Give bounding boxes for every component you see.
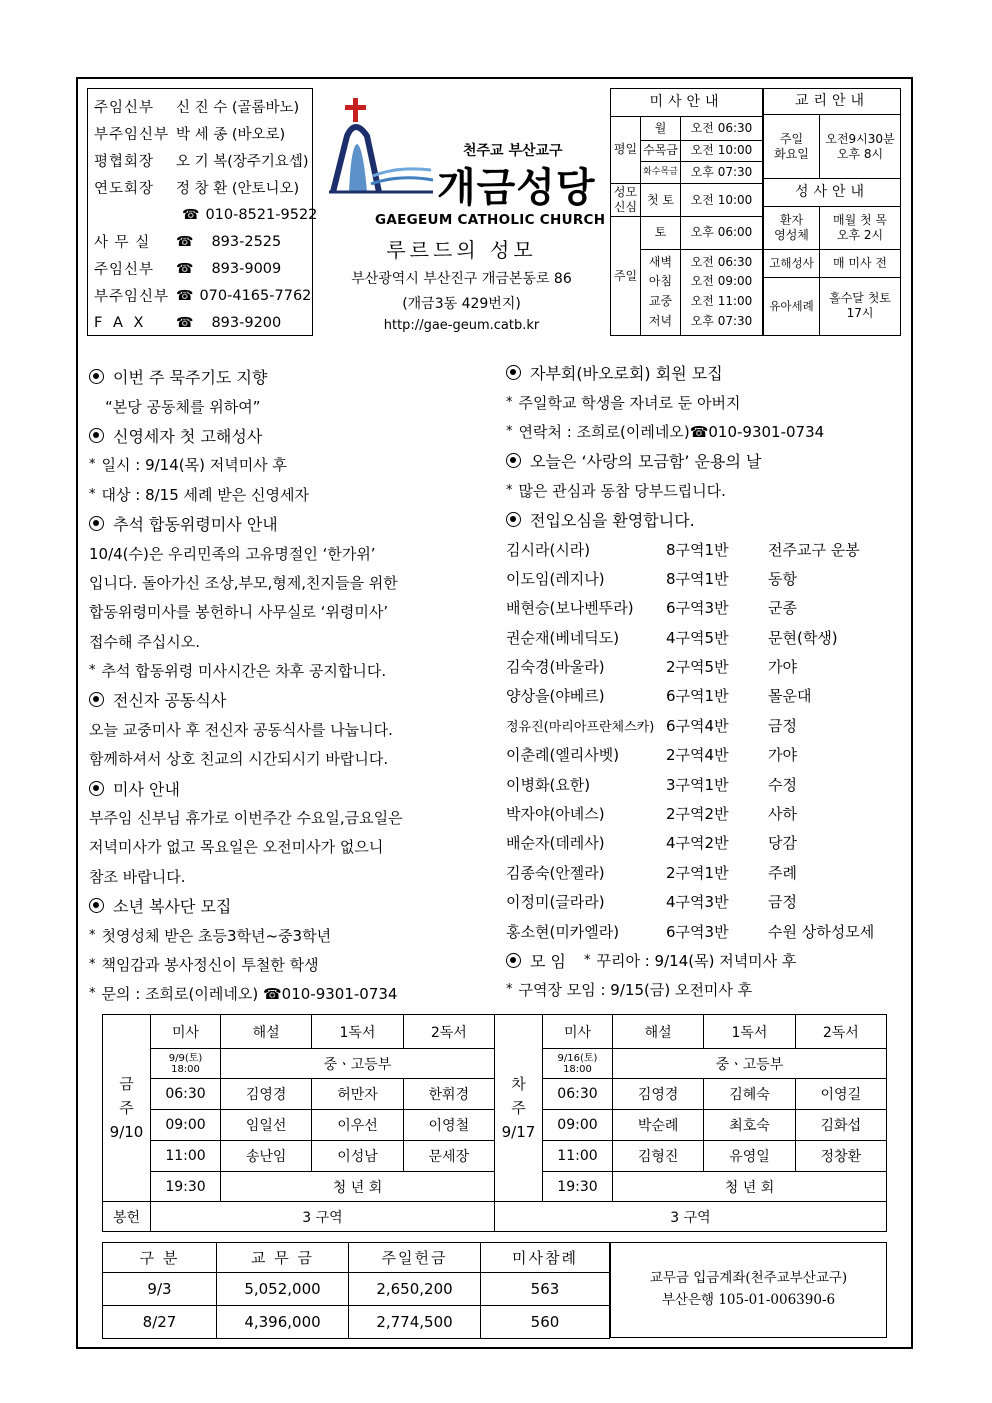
address-line1: 부산광역시 부산진구 개금본동로 86 [351,271,572,287]
bullet-circle-icon [89,369,104,384]
newcomer-area: 6구역3반 [666,599,729,618]
sacrament-title: 성사안내 [764,179,901,207]
staff-row: 주임신부 신 진 수 (골롬바노) [94,100,300,116]
newcomer-from: 동항 [768,569,797,588]
newcomer-row [506,534,911,563]
section-title: 이번 주 묵주기도 지향 [89,362,494,391]
bullet-circle-icon [89,516,104,531]
newcomer-name: 양상을(야베르) [506,687,605,706]
bullet-circle-icon [506,365,521,380]
asterisk-icon: * [89,986,96,1002]
staff-row: 연도회장 정 창 환 (안토니오) [94,181,300,197]
assoc-phone-row: 부주임신부 ☎ 070-4165-7762 [94,287,312,305]
asterisk-icon: * [89,486,96,502]
diocese-name: 천주교 부산교구 [463,143,563,159]
section-title: 전신자 공동식사 [89,685,494,714]
newcomer-area: 2구역2반 [666,805,729,824]
section-title: 모 임 * 꾸리아 : 9/14(목) 저녁미사 후 [506,946,911,975]
section-title: 오늘은 ‘사랑의 모금함’ 운용의 날 [506,446,911,475]
newcomer-area: 6구역4반 [666,716,729,735]
next-week-label: 차 주 9/17 [494,1015,542,1202]
newcomer-area: 2구역4반 [666,746,729,765]
newcomer-name: 배현승(보나벤뚜라) [506,599,634,618]
newcomer-from: 몰운대 [768,687,812,706]
phone-icon: ☎ [176,287,194,304]
paragraph-line: 저녁미사가 없고 목요일은 오전미사가 없으니 [89,838,384,857]
church-logo-icon [327,96,437,196]
mass-schedule-table: 미사안내 평일 월 오전 06:30 수목금 오전 10:00 화수목금 오후 07:30 성모신심 첫 토 오전 10:00 주일 토 오후 06:00 새벽 아침 교중 저녁 오전 06:30 오전 09:00 오전 11:00 오후 07:30 [610,88,763,336]
newcomer-name: 이정미(글라라) [506,893,605,912]
left-column [89,362,494,1009]
paragraph-line: 부주임 신부님 휴가로 이번주간 수요일,금요일은 [89,809,403,828]
newcomer-area: 8구역1반 [666,569,729,588]
newcomer-area: 4구역3반 [666,893,729,912]
newcomer-name: 이도임(레지나) [506,569,605,588]
phone-icon: ☎ [176,314,194,331]
newcomer-from: 수원 상하성모세 [768,922,875,941]
staff-row: 평협회장 오 기 복(장주기요셉) [94,154,309,170]
newcomer-area: 2구역1반 [666,863,729,882]
mass-table-title: 미사안내 [611,89,763,117]
newcomer-from: 사하 [768,805,797,824]
newcomer-from: 주례 [768,863,797,882]
bullet-circle-icon [89,781,104,796]
paragraph-line: 10/4(수)은 우리민족의 고유명절인 ‘한가위’ [89,544,376,563]
section-title: 추석 합동위령미사 안내 [89,509,494,538]
newcomer-area: 2구역5반 [666,658,729,677]
church-brand [313,88,610,336]
paragraph-line: 함께하셔서 상호 친교의 시간되시기 바랍니다. [89,750,389,769]
asterisk-icon: * [506,482,513,498]
newcomer-row [506,564,911,593]
asterisk-icon: * [506,982,513,998]
bullet-circle-icon [89,692,104,707]
right-column [506,358,911,1005]
bullet-item: * 구역장 모임 : 9/15(금) 오전미사 후 [506,981,753,1000]
paragraph-line: 참조 바랍니다. [89,867,186,886]
paragraph-line: 합동위령미사를 봉헌하니 사무실로 ‘위령미사’ [89,603,389,622]
yeondo-phone-row: ☎ 010-8521-9522 [182,206,318,223]
newcomer-from: 전주교구 운봉 [768,540,860,559]
newcomer-from: 금정 [768,716,797,735]
asterisk-icon: * [89,663,96,679]
church-name-ko: 개금성당 [437,165,596,211]
bullet-item: * 대상 : 8/15 세례 받은 신영세자 [89,485,309,504]
newcomer-name: 김종숙(안젤라) [506,863,605,882]
bullet-item: * 문의 : 조희로(이레네오) ☎010-9301-0734 [89,985,398,1004]
bullet-item: * 주일학교 학생을 자녀로 둔 아버지 [506,393,741,412]
bullet-item: * 첫영성체 받은 초등3학년~중3학년 [89,926,332,945]
bullet-circle-icon [506,512,521,527]
bank-account-box: 교무금 입금계좌(천주교부산교구) 부산은행 105-01-006390-6 [610,1242,887,1338]
bullet-item: * 연락처 : 조희로(이레네오)☎010-9301-0734 [506,422,825,441]
bullet-circle-icon [89,428,104,443]
newcomer-row [506,799,911,828]
section-title: 소년 복사단 모집 [89,891,494,920]
asterisk-icon: * [89,927,96,943]
bullet-circle-icon [506,953,521,968]
holy-label: 성모신심 [611,183,641,216]
sunday-label: 주일 [611,217,641,336]
staff-row: 부주임신부 박 세 종 (바오로) [94,127,286,143]
section-title: 자부회(바오로회) 회원 모집 [506,358,911,387]
newcomer-from: 가야 [768,746,797,765]
newcomer-area: 6구역3반 [666,922,729,941]
newcomer-from: 군종 [768,599,797,618]
staff-directory [87,88,318,336]
catechism-table: 교리안내 주일 화요일 오전9시30분 오후 8시 성사안내 환자 영성체 매월 첫 목 오후 2시 고해성사 매 미사 전 유아세례 홀수달 첫토 17시 [763,88,901,336]
finance-table: 구 분 교 무 금 주일헌금 미사참례 9/3 5,052,000 2,650,200 563 8/27 4,396,000 2,774,500 560 [102,1242,610,1339]
newcomer-from: 수정 [768,775,797,794]
asterisk-icon: * [506,423,513,439]
newcomer-name: 권순재(베네딕도) [506,628,620,647]
paragraph-line: 접수해 주십시오. [89,632,200,651]
newcomer-from: 가야 [768,658,797,677]
asterisk-icon: * [584,953,591,968]
newcomer-from: 당감 [768,834,797,853]
newcomer-row [506,858,911,887]
newcomer-list [506,534,911,945]
weekday-label: 평일 [611,117,641,184]
website-url[interactable]: http://gae-geum.catb.kr [383,318,540,333]
patron-saint: 루르드의 성모 [386,238,537,262]
newcomer-from: 금정 [768,893,797,912]
catechism-title: 교리안내 [764,89,901,115]
phone-icon: ☎ [182,206,200,223]
newcomer-row [506,887,911,916]
asterisk-icon: * [506,394,513,410]
newcomer-area: 4구역5반 [666,628,729,647]
newcomer-area: 8구역1반 [666,540,729,559]
bullet-item: * 추석 합동위령 미사시간은 차후 공지합니다. [89,662,387,681]
paragraph-line: 입니다. 돌아가신 조상,부모,형제,친지들을 위한 [89,573,398,592]
newcomer-row [506,769,911,798]
newcomer-name: 정유진(마리아프란체스카) [506,719,655,735]
bullet-item: * 일시 : 9/14(목) 저녁미사 후 [89,456,287,475]
newcomer-row [506,828,911,857]
newcomer-row [506,681,911,710]
church-name-en: GAEGEUM CATHOLIC CHURCH [375,212,606,228]
bullet-circle-icon [89,898,104,913]
newcomer-name: 김시라(시라) [506,540,591,559]
newcomer-name: 홍소현(미카엘라) [506,922,620,941]
bullet-circle-icon [506,453,521,468]
newcomer-name: 김숙경(바울라) [506,658,605,677]
newcomer-row [506,740,911,769]
office-phone-row: 사 무 실 ☎ 893-2525 [94,233,282,251]
bullet-item: * 많은 관심과 동참 당부드립니다. [506,481,726,500]
asterisk-icon: * [89,457,96,473]
phone-icon: ☎ [176,260,194,277]
address-line2: (개금3동 429번지) [402,296,521,312]
newcomer-name: 이병화(요한) [506,775,591,794]
newcomer-row [506,711,911,740]
asterisk-icon: * [89,957,96,972]
phone-icon: ☎ [176,233,194,250]
intention-text: “본당 공동체를 위하여” [105,397,261,416]
fax-row: F A X ☎ 893-9200 [94,314,282,331]
offering-label: 봉헌 [103,1202,151,1232]
newcomer-row [506,916,911,945]
newcomer-name: 박자야(아녜스) [506,805,605,824]
newcomer-area: 4구역2반 [666,834,729,853]
section-title: 전입오심을 환영합니다. [506,505,911,534]
bullet-item: * 책임감과 봉사정신이 투철한 학생 [89,956,319,974]
newcomer-area: 6구역1반 [666,687,729,706]
this-week-label: 금 주 9/10 [103,1015,151,1202]
pastor-phone-row: 주임신부 ☎ 893-9009 [94,260,282,278]
liturgy-roster-table: 금 주 9/10 미사 해설 1독서 2독서 차 주 9/17 미사 해설 1독서 2독서 9/9(토) 18:00 중ㆍ고등부 9/16(토) 18:00 중ㆍ고등부 06:30 김영경 허만자 한휘경 06:30 김영경 김혜숙 이영길 09:00 임일선 이우선 이영철 09:00 박순례 최호숙 김화섭 11:00 송난임 이성남 문세장 11:00 김형진 유영일 정창환 19:30 청 년 회 19:30 청 년 회 봉헌 3 구역 3 구역 [102,1014,887,1232]
section-title: 미사 안내 [89,773,494,802]
section-title: 신영세자 첫 고해성사 [89,421,494,450]
newcomer-name: 이춘례(엘리사벳) [506,746,620,765]
newcomer-row [506,623,911,652]
newcomer-name: 배순자(데레사) [506,834,605,853]
newcomer-area: 3구역1반 [666,775,729,794]
newcomer-row [506,593,911,622]
paragraph-line: 오늘 교중미사 후 전신자 공동식사를 나눕니다. [89,720,393,739]
newcomer-row [506,652,911,681]
newcomer-from: 문현(학생) [768,628,838,647]
